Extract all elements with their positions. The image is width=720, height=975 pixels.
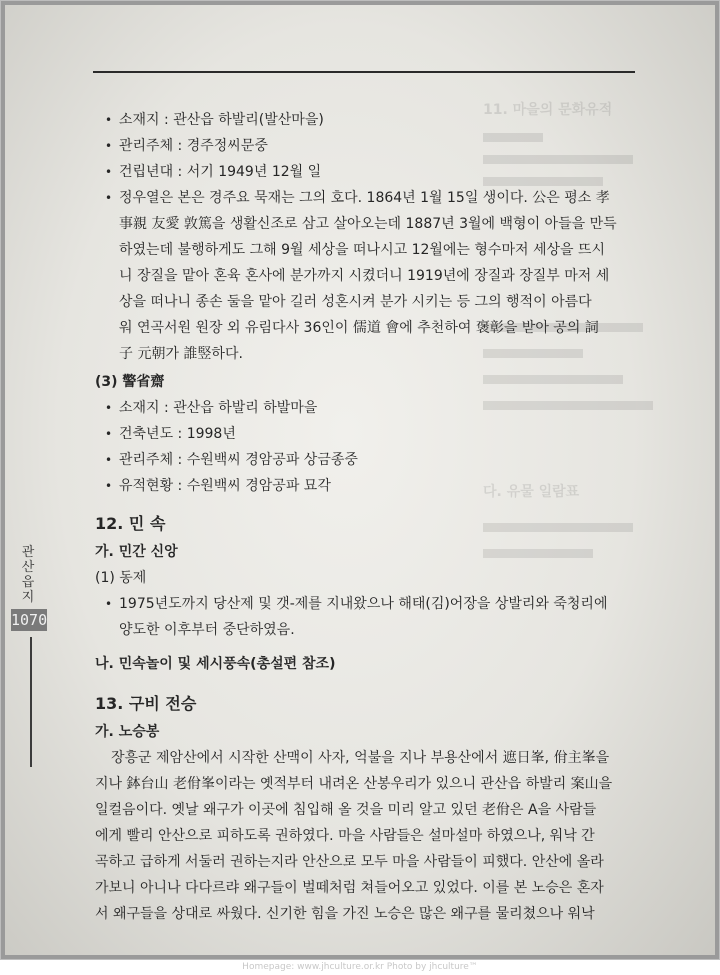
paragraph-line: 장흥군 제암산에서 시작한 산맥이 사자, 억불을 지나 부용산에서 遮日峯, 佾主峯을: [111, 750, 610, 766]
bio-line: 子 元朝가 誰竪하다.: [119, 346, 243, 362]
bullet: •: [105, 597, 113, 611]
bio-line: 니 장질을 맡아 혼육 혼사에 분가까지 시켰더니 1919년에 장질과 장질부 마저 세: [119, 268, 610, 284]
bullet: •: [105, 401, 113, 415]
bio-line: 정우열은 본은 경주요 묵재는 그의 호다. 1864년 1월 15일 생이다. 公은 평소 孝: [119, 190, 610, 206]
item-heading: (1) 동제: [95, 570, 147, 586]
page-number: 1070: [11, 611, 48, 629]
page-content: [5, 5, 715, 955]
field-built-year: 건립년대 : 서기 1949년 12월 일: [119, 164, 322, 180]
subsection-heading: 가. 민간 신앙: [95, 544, 178, 560]
section-heading: 12. 민 속: [95, 514, 166, 533]
bullet: •: [105, 113, 113, 127]
paragraph-line: 양도한 이후부터 중단하였음.: [119, 622, 295, 638]
footer-credit: Homepage: www.jhculture.or.kr Photo by jhculture™: [242, 962, 478, 972]
subsection-heading: 가. 노승봉: [95, 724, 160, 740]
bio-line: 하였는데 불행하게도 그해 9월 세상을 떠나시고 12월에는 형수마저 세상을 뜨시: [119, 242, 606, 258]
scanned-page: [5, 5, 715, 955]
paragraph-line: 1975년도까지 당산제 및 갯-제를 지내왔으나 해태(김)어장을 상발리와 죽청리에: [119, 596, 608, 612]
field-location: 소재지 : 관산읍 하발리(발산마을): [119, 112, 324, 128]
field-built-year: 건축년도 : 1998년: [119, 426, 236, 442]
paragraph-line: 곡하고 급하게 서둘러 권하는지라 안산으로 모두 마을 사람들이 피했다. 안산에 올라: [95, 854, 604, 870]
bullet: •: [105, 479, 113, 493]
field-manager: 관리주체 : 수원백씨 경암공파 상금종중: [119, 452, 358, 468]
bio-line: 상을 떠나니 종손 둘을 맡아 길러 성혼시켜 분가 시키는 등 그의 행적이 아름다: [119, 294, 592, 310]
bullet: •: [105, 165, 113, 179]
item-heading: (3) 警省齋: [95, 374, 165, 390]
bullet: •: [105, 191, 113, 205]
paragraph-line: 에게 빨리 안산으로 피하도록 권하였다. 마을 사람들은 설마설마 하였으나, 워낙 간: [95, 828, 595, 844]
paragraph-line: 서 왜구들을 상대로 싸웠다. 신기한 힘을 가진 노승은 많은 왜구를 물리쳤으나 워낙: [95, 906, 595, 922]
field-status: 유적현황 : 수원백씨 경암공파 묘각: [119, 478, 331, 494]
bullet: •: [105, 427, 113, 441]
ghost-title: 11. 마을의 문화유적: [483, 102, 613, 118]
bio-line: 워 연곡서원 원장 외 유림다사 36인이 儒道 會에 추천하여 褒彰을 받아 공의 詞: [119, 320, 599, 336]
bio-line: 事親 友愛 敦篤을 생활신조로 삼고 살아오는데 1887년 3월에 백형이 아들을 만득: [119, 216, 617, 232]
field-manager: 관리주체 : 경주정씨문중: [119, 138, 268, 154]
paragraph-line: 가보니 아니나 다다르랴 왜구들이 벌떼처럼 쳐들어오고 있었다. 이를 본 노승은 혼자: [95, 880, 604, 896]
bullet: •: [105, 139, 113, 153]
subsection-heading: 나. 민속놀이 및 세시풍속(총설편 참조): [95, 656, 336, 672]
section-heading: 13. 구비 전승: [95, 694, 197, 713]
paragraph-line: 일컬음이다. 옛날 왜구가 이곳에 침입해 올 것을 미리 알고 있던 老佾은 A을 사람들: [95, 802, 597, 818]
side-title: 관산읍지: [21, 545, 35, 605]
ghost-subtitle: 다. 유물 일람표: [483, 484, 580, 500]
bullet: •: [105, 453, 113, 467]
field-location: 소재지 : 관산읍 하발리 하발마을: [119, 400, 318, 416]
paragraph-line: 지나 鉢台山 老佾峯이라는 옛적부터 내려온 산봉우리가 있으니 관산읍 하발리 案山을: [95, 776, 613, 792]
